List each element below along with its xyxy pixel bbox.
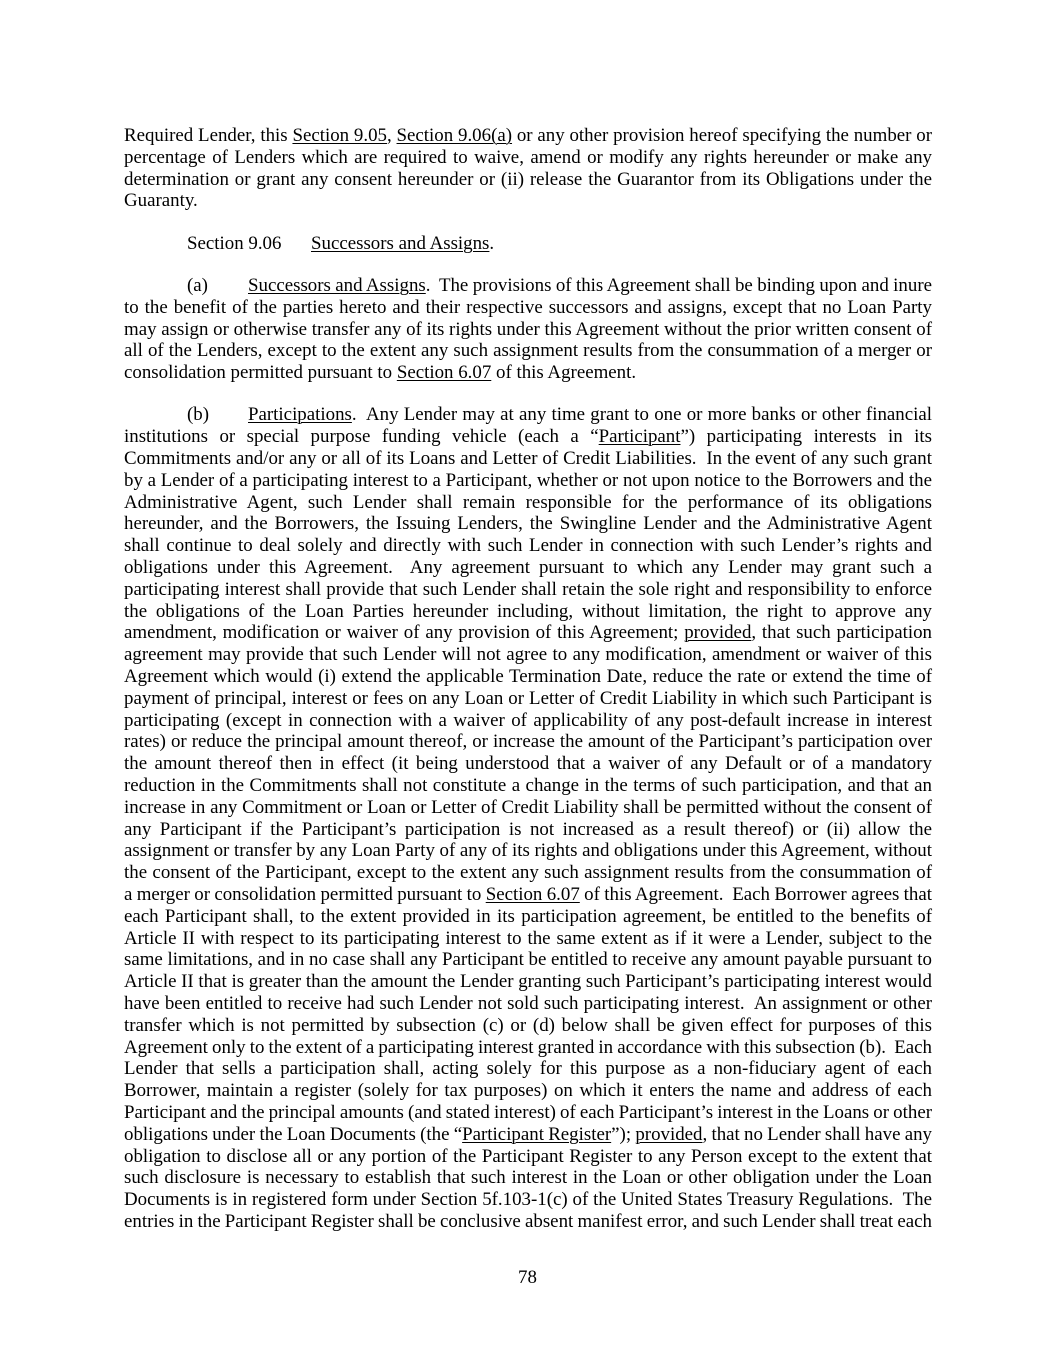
text-run: , that no Lender shall have any (702, 1123, 932, 1145)
text-run: or any other provision hereof specifying the number or (512, 125, 932, 146)
text-line (124, 513, 932, 535)
text-run: a merger or consolidation permitted pursuant to (124, 884, 486, 905)
line-text (124, 470, 932, 491)
text-run: Borrower, maintain a register (solely for tax purposes) on which it enters the name and address of each (124, 1080, 932, 1102)
text-line (124, 426, 932, 448)
text-run: Lender that sells a participation shall, acting solely for this purpose as a non-fiduciary agent of each (124, 1058, 932, 1080)
line-text (124, 688, 932, 709)
text-run: Required Lender, this (124, 125, 293, 146)
underlined-term: Participant (598, 426, 681, 448)
text-run: Administrative Agent, such Lender shall remain responsible for the performance of its obligations (124, 491, 932, 513)
page-body (124, 125, 932, 1253)
text-line (124, 710, 932, 732)
line-text (124, 147, 932, 168)
text-run: Guaranty. (124, 190, 198, 212)
text-line (124, 993, 932, 1015)
clause-b (124, 404, 932, 1232)
text-run: have been entitled to receive had such Lender not sold such participating interest. An assignment or other (124, 992, 932, 1014)
text-line (124, 275, 932, 297)
line-text (124, 775, 932, 796)
text-run: reduction in the Commitments shall not constitute a change in the terms of such participation, and that an (124, 775, 932, 797)
text-line (124, 492, 932, 514)
line-text (124, 644, 932, 665)
line-text (124, 949, 932, 970)
text-run: consolidation permitted pursuant to (124, 362, 397, 384)
text-run: agreement may provide that such Lender will not agree to any modification, amendment or waiver of this (124, 644, 932, 666)
text-line (124, 884, 932, 906)
line-text (124, 535, 932, 556)
text-line (124, 1211, 932, 1233)
text-line (124, 535, 932, 557)
text-run: ”); (611, 1123, 636, 1145)
text-run: the consent of the Participant, except to the extent any such assignment results from the consummation of (124, 862, 932, 884)
text-line (124, 169, 932, 191)
text-line (124, 362, 932, 384)
line-text (124, 1102, 932, 1123)
line-text (124, 1146, 932, 1167)
text-run: Article II that is greater than the amount the Lender granting such Participant’s participating interest would (124, 971, 932, 993)
text-run: determination or grant any consent hereunder or (ii) release the Guarantor from its Obligations under the (124, 168, 932, 190)
underlined-term: Section 6.07 (396, 362, 492, 384)
underlined-term: provided (635, 1123, 703, 1145)
text-run: same limitations, and in no case shall any Participant be entitled to receive any amount payable pursuant to (124, 949, 932, 971)
text-run: such disclosure is necessary to establish that such interest in the Loan or other obligation under the Loan (124, 1167, 932, 1189)
text-run: the amount thereof then in effect (it being understood that a waiver of any Default or of a mandatory (124, 753, 932, 775)
text-run: percentage of Lenders which are required to waive, amend or modify any rights hereunder or make any (124, 146, 932, 168)
text-run: obligations under the Loan Documents (the “ (124, 1123, 463, 1145)
line-text (124, 1124, 932, 1145)
line-text (124, 426, 932, 447)
text-run: Article II with respect to its participating interest to the same extent as if it were a Lender, subject to the (124, 927, 932, 949)
line-text (124, 862, 932, 883)
line-text (124, 1015, 932, 1036)
line-text (124, 1058, 932, 1079)
text-run: the obligations of the Loan Parties hereunder including, without limitation, the right to approve any (124, 600, 932, 622)
text-run: of this Agreement. Each Borrower agrees that (579, 884, 932, 905)
text-run: obligations under this Agreement. Any agreement pursuant to which any Lender may grant such a (124, 557, 932, 579)
text-line (124, 1037, 932, 1059)
text-line (124, 819, 932, 841)
section-heading (124, 233, 932, 255)
underlined-term: Successors and Assigns (248, 274, 426, 296)
underlined-term: Participations (248, 404, 352, 426)
text-run: of this Agreement. (491, 362, 637, 384)
line-text (124, 169, 932, 190)
text-line (124, 622, 932, 644)
line-text (124, 513, 932, 534)
text-line (124, 1167, 932, 1189)
section-number: Section 9.06 (187, 232, 282, 254)
text-run: . The provisions of this Agreement shall be binding upon and inure (425, 274, 932, 296)
text-run: hereunder, and the Borrowers, the Issuing Lenders, the Swingline Lender and the Administrative Agent (124, 513, 932, 535)
line-text (124, 884, 932, 905)
text-line (124, 125, 932, 147)
text-line (124, 775, 932, 797)
text-run: assignment or transfer by any Loan Party of any of its rights and obligations under this Agreement, without (124, 840, 932, 862)
text-line (124, 579, 932, 601)
underlined-term: Section 6.07 (485, 884, 580, 905)
continuation-paragraph (124, 125, 932, 212)
clause-b-label: (b) (187, 404, 210, 426)
text-line (124, 448, 932, 470)
text-run: any Participant if the Participant’s participation is not increased as a result thereof) or (ii) allow the (124, 818, 932, 840)
text-run: shall continue to deal solely and directly with such Lender in connection with such Lender’s rights and (124, 535, 932, 557)
text-line (124, 297, 932, 319)
line-text (124, 622, 932, 643)
text-run: Agreement only to the extent of a participating interest granted in accordance with this subsection (b). Each (124, 1036, 932, 1058)
text-line (124, 928, 932, 950)
text-run: all of the Lenders, except to the extent any such assignment results from the consummation of a merger or (124, 340, 932, 362)
line-text (124, 993, 932, 1014)
text-line (124, 971, 932, 993)
text-run: payment of principal, interest or fees on any Loan or Letter of Credit Liability in which such Participant is (124, 687, 932, 709)
text-line (124, 906, 932, 928)
text-line (124, 404, 932, 426)
text-run: participating interest shall provide that such Lender shall retain the sole right and responsibility to enforce (124, 578, 932, 600)
line-text (124, 297, 932, 318)
text-line (124, 666, 932, 688)
text-line (124, 340, 932, 362)
line-text (124, 340, 932, 361)
text-line (124, 1189, 932, 1211)
text-run: each Participant shall, to the extent provided in its participation agreement, be entitled to the benefits of (124, 905, 932, 927)
text-run: ”) participating interests in its (680, 426, 932, 448)
underlined-term: Section 9.06(a) (396, 125, 513, 146)
text-run: may assign or otherwise transfer any of its rights under this Agreement without the prior written consent of (124, 318, 932, 340)
text-line (124, 688, 932, 710)
text-line (124, 753, 932, 775)
line-text (124, 492, 932, 513)
line-text (124, 448, 932, 469)
line-text (124, 928, 932, 949)
underlined-term: provided (684, 622, 752, 644)
text-run: . Any Lender may at any time grant to one or more banks or other financial (351, 404, 932, 426)
text-line (124, 1146, 932, 1168)
text-run: , that such participation (751, 622, 932, 644)
text-line (124, 557, 932, 579)
text-line (124, 949, 932, 971)
text-line (124, 1058, 932, 1080)
text-line (124, 1015, 932, 1037)
line-text (124, 190, 198, 211)
text-line (124, 601, 932, 623)
text-line (124, 1080, 932, 1102)
underlined-term: Participant Register (462, 1123, 612, 1145)
line-text (124, 840, 932, 861)
line-text (124, 731, 932, 752)
underlined-term: Section 9.05 (292, 125, 387, 146)
line-text (124, 1167, 932, 1188)
line-text (124, 906, 932, 927)
section-title-punctuation: . (489, 232, 495, 254)
text-line (124, 470, 932, 492)
line-text (124, 1080, 932, 1101)
text-run: Documents is in registered form under Section 5f.103-1(c) of the United States Treasury Regulations. The (124, 1189, 932, 1211)
line-text (248, 404, 932, 425)
text-run: Participant and the principal amounts (and stated interest) of each Participant’s interest in the Loans or other (124, 1101, 932, 1123)
text-line (124, 840, 932, 862)
line-text (248, 275, 932, 296)
line-text (124, 710, 932, 731)
text-line (124, 862, 932, 884)
text-run: by a Lender of a participating interest to a Participant, whether or not upon notice to the Borrowers and the (124, 469, 932, 491)
line-text (124, 1037, 932, 1058)
text-run: entries in the Participant Register shall be conclusive absent manifest error, and such Lender shall treat each (124, 1210, 932, 1232)
text-run: institutions or special purpose funding vehicle (each a “ (124, 426, 599, 448)
text-run: obligation to disclose all or any portion of the Participant Register to any Person except to the extent that (124, 1145, 932, 1167)
page-number: 78 (518, 1267, 537, 1288)
line-text (124, 1189, 932, 1210)
line-text (124, 362, 636, 383)
text-run: amendment, modification or waiver of any provision of this Agreement; (124, 622, 685, 644)
line-text (124, 125, 932, 146)
section-title: Successors and Assigns (311, 232, 490, 254)
line-text (124, 797, 932, 818)
text-line (124, 1102, 932, 1124)
text-line (124, 797, 932, 819)
line-text (124, 319, 932, 340)
text-run: participating (except in connection with a waiver of applicability of any post-default increase in interest (124, 709, 932, 731)
text-line (124, 190, 932, 212)
text-run: rates) or reduce the principal amount thereof, or increase the amount of the Participant’s participation over (124, 731, 932, 753)
text-run: , (386, 125, 397, 146)
text-run: to the benefit of the parties hereto and their respective successors and assigns, except that no Loan Party (124, 296, 932, 318)
line-text (124, 579, 932, 600)
text-line (124, 147, 932, 169)
text-run: Agreement which would (i) extend the applicable Termination Date, reduce the rate or extend the time of (124, 666, 932, 688)
text-run: increase in any Commitment or Loan or Letter of Credit Liability shall be permitted without the consent of (124, 796, 932, 818)
line-text (124, 971, 932, 992)
clause-a-label: (a) (187, 274, 208, 296)
line-text (124, 557, 932, 578)
line-text (124, 819, 932, 840)
text-line (124, 319, 932, 341)
text-line (124, 731, 932, 753)
text-run: Commitments and/or any or all of its Loans and Letter of Credit Liabilities. In the event of any such grant (124, 448, 932, 470)
line-text (124, 601, 932, 622)
line-text (124, 753, 932, 774)
line-text (124, 666, 932, 687)
text-line (124, 1124, 932, 1146)
line-text (124, 1211, 932, 1232)
text-line (124, 644, 932, 666)
clause-a (124, 275, 932, 384)
text-run: transfer which is not permitted by subsection (c) or (d) below shall be given effect for purposes of this (124, 1014, 932, 1036)
